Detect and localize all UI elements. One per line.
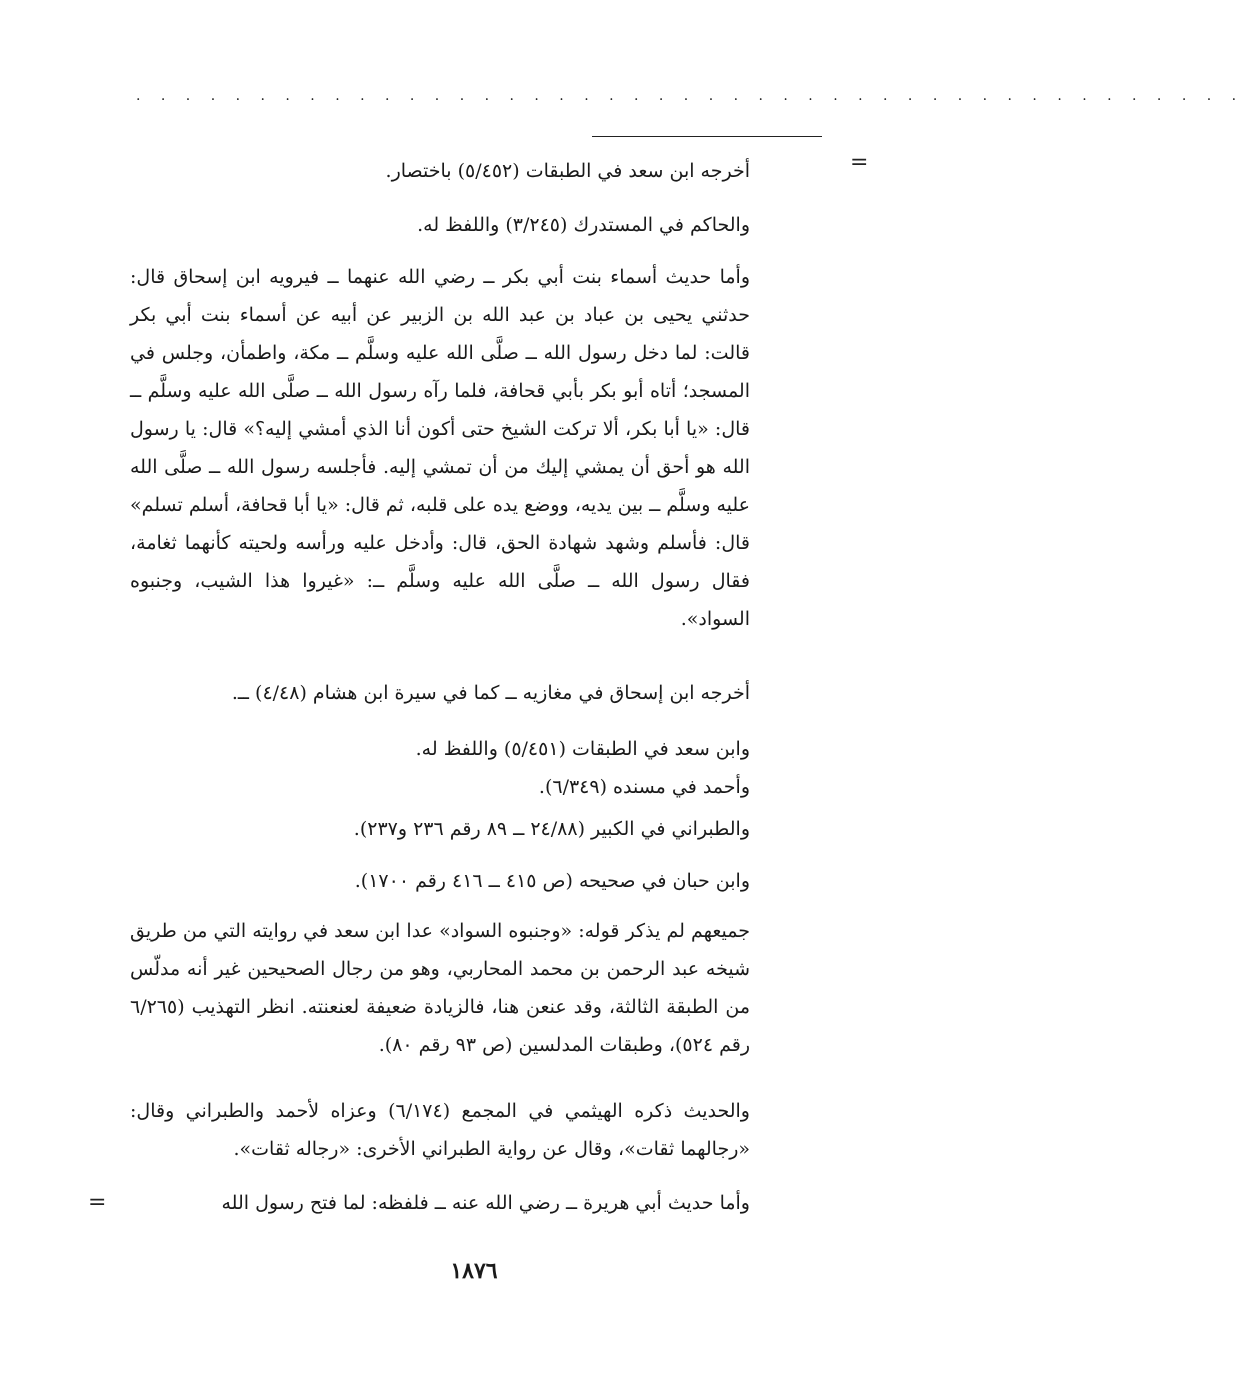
paragraph-tabarani: والطبراني في الكبير (٢٤/٨٨ ــ ٨٩ رقم ٢٣٦ و٢٣٧).: [353, 818, 750, 840]
paragraph-ibn-ishaq: أخرجه ابن إسحاق في مغازيه ــ كما في سيرة ابن هشام (٤/٤٨) ــ.: [231, 682, 750, 704]
paragraph-haythami: والحديث ذكره الهيثمي في المجمع (٦/١٧٤) وعزاه لأحمد والطبراني وقال: «رجالهما ثقات»، وقال عن رواية الطبراني الأخرى: «رجاله ثقات».: [130, 1100, 750, 1160]
continuation-mark-top: =: [850, 150, 869, 175]
paragraph-abu-hurayra: وأما حديث أبي هريرة ــ رضي الله عنه ــ فلفظه: لما فتح رسول الله: [221, 1192, 750, 1214]
paragraph-ibn-hibban: وابن حبان في صحيحه (ص ٤١٥ ــ ٤١٦ رقم ١٧٠٠).: [354, 870, 750, 892]
continuation-mark-bottom: =: [88, 1190, 107, 1215]
paragraph-asma-hadith: وأما حديث أسماء بنت أبي بكر ــ رضي الله عنهما ــ فيرويه ابن إسحاق قال: حدثني يحيى بن عباد بن عبد الله بن الزبير عن أبيه عن أسماء بنت أبي بكر قالت: لما دخل رسول الله ــ صلَّى الله عليه وسلَّم ــ مكة، واطمأن، وجلس في المسجد؛ أتاه أبو بكر بأبي قحافة، فلما رآه رسول الله ــ صلَّى الله عليه وسلَّم ــ قال: «يا أبا بكر، ألا تركت الشيخ حتى أكون أنا الذي أمشي إليه؟» قال: يا رسول الله هو أحق أن يمشي إليك من أن تمشي إليه. فأجلسه رسول الله ــ صلَّى الله عليه وسلَّم ــ بين يديه، ووضع يده على قلبه، ثم قال: «يا أبا قحافة، أسلم تسلم» قال: فأسلم وشهد شهادة الحق، قال: وأدخل عليه ورأسه ولحيته كأنهما ثغامة، فقال رسول الله ــ صلَّى الله عليه وسلَّم ــ: «غيروا هذا الشيب، وجنبوه السواد».: [130, 266, 750, 630]
footnote-rule: [592, 136, 822, 137]
page-number: ١٨٧٦: [450, 1258, 498, 1284]
paragraph-ibn-saad: وابن سعد في الطبقات (٥/٤٥١) واللفظ له.: [415, 738, 750, 760]
paragraph-commentary: جميعهم لم يذكر قوله: «وجنبوه السواد» عدا ابن سعد في روايته التي من طريق شيخه عبد الرحمن بن محمد المحاربي، وهو من رجال الصحيحين غير أنه مدلّس من الطبقة الثالثة، وقد عنعن هنا، فالزيادة ضعيفة لعنعنته. انظر التهذيب (٦/٢٦٥ رقم ٥٢٤)، وطبقات المدلسين (ص ٩٣ رقم ٨٠).: [130, 920, 750, 1056]
top-dotted-separator: . . . . . . . . . . . . . . . . . . . . . . . . . . . . . . . . . . . . . . . . . . . . .: [136, 88, 1244, 104]
paragraph-hakim: والحاكم في المستدرك (٣/٢٤٥) واللفظ له.: [417, 214, 750, 236]
paragraph-ibn-saad-abridged: أخرجه ابن سعد في الطبقات (٥/٤٥٢) باختصار.: [385, 160, 750, 182]
paragraph-ahmad: وأحمد في مسنده (٦/٣٤٩).: [538, 776, 750, 798]
